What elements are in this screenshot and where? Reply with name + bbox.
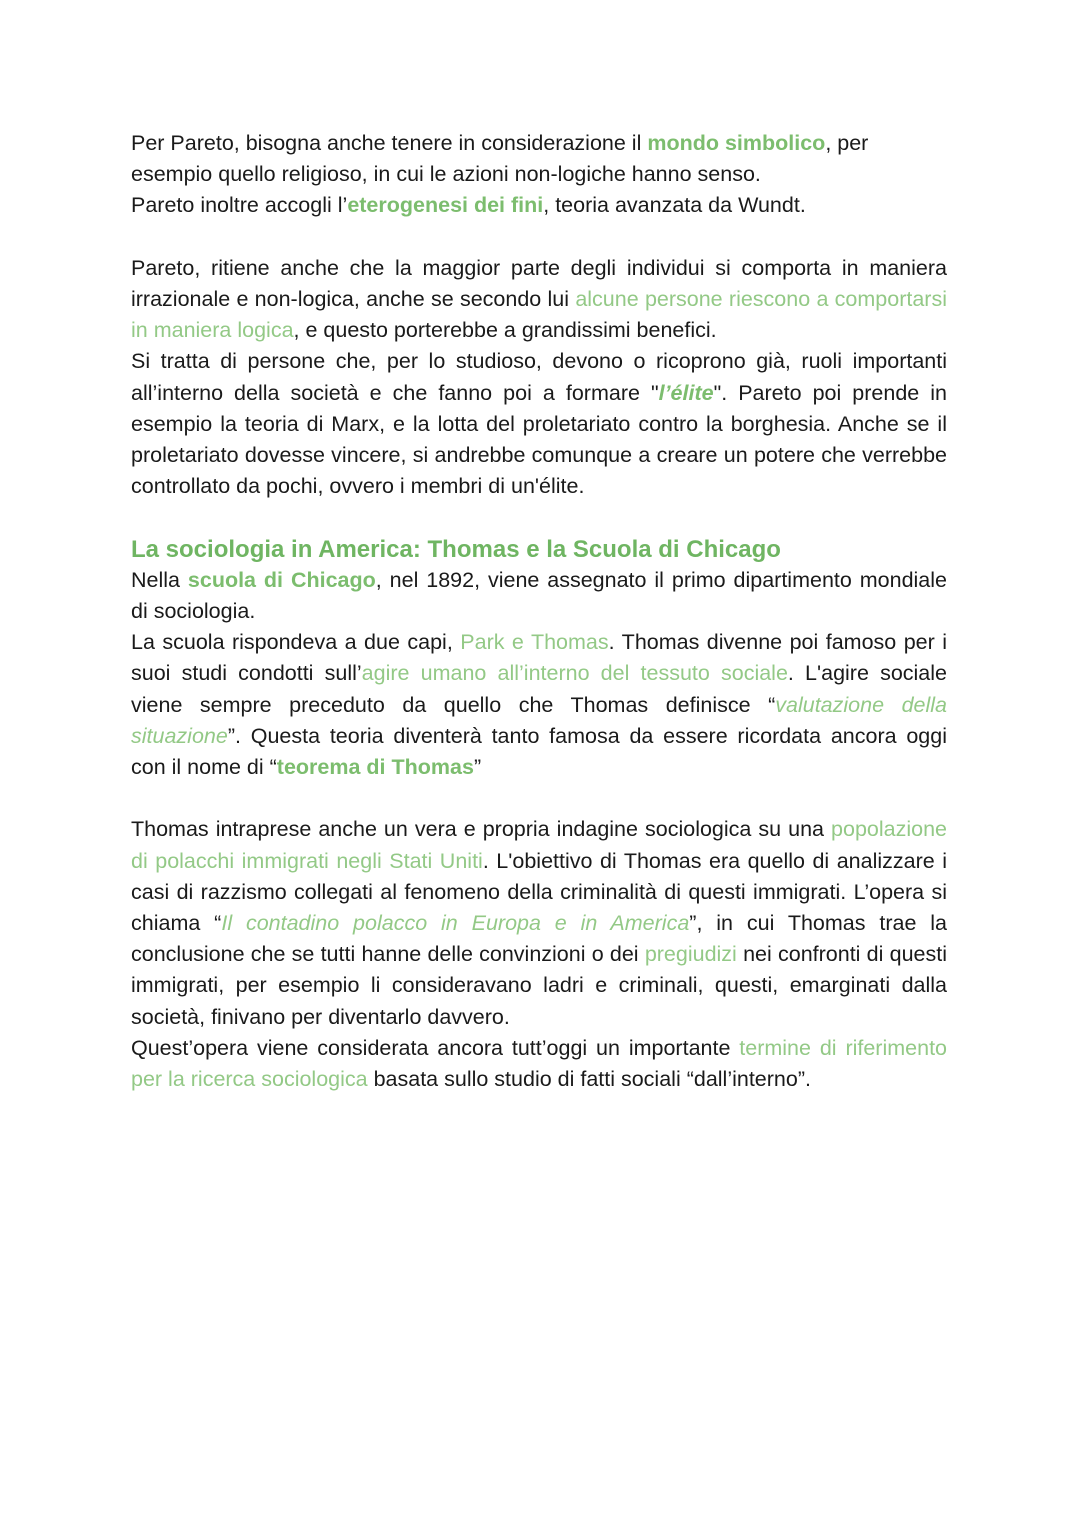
text: Pareto, ritiene anche che la maggior parte degli individui si comporta in maniera irrazionale e non-logica, anche se secondo lui <box>131 255 947 311</box>
paragraph-polish-immigrants <box>131 814 947 1032</box>
text: Thomas intraprese anche un vera e propria indagine sociologica su una <box>131 817 832 842</box>
text: Pareto inoltre accogli l’ <box>131 193 348 218</box>
highlight-elite: l’élite <box>658 380 714 405</box>
highlight-termine-di-riferimento: termine di riferimento per la ricerca sociologica <box>131 1035 947 1092</box>
highlight-opera-title: Il contadino polacco in Europa e in America <box>221 911 690 936</box>
highlight-eterogenesi-dei-fini: eterogenesi dei fini <box>347 193 544 218</box>
text: ”, in cui Thomas trae la conclusione che se tutti hanne delle convinzioni o dei <box>131 911 947 967</box>
text: . L'agire sociale viene sempre preceduto da quello che Thomas definisce “ <box>131 661 947 717</box>
highlight-scuola-di-chicago: scuola di Chicago <box>187 567 376 592</box>
text: . Thomas divenne poi famoso per i suoi studi condotti sull’ <box>131 630 948 686</box>
paragraph-chicago-school <box>131 565 947 627</box>
text: ". Pareto poi prende in esempio la teoria di Marx, e la lotta del proletariato contro la borghesia. Anche se il proletariato dovesse vincere, si andrebbe comunque a creare un potere che verrebbe controllato da pochi, ovvero i membri di un'élite. <box>131 380 947 499</box>
paragraph-research-reference <box>131 1033 947 1095</box>
spacer <box>131 783 947 814</box>
paragraph-park-thomas <box>131 627 947 783</box>
highlight-logical-people: alcune persone riescono a comportarsi in maniera logica <box>131 287 947 343</box>
document-page <box>131 128 947 1095</box>
text: nei confronti di questi immigrati, per esempio li consideravano ladri e criminali, questi, emarginati dalla società, finivano per diventarlo davvero. <box>131 942 947 1029</box>
paragraph-irrational-behaviour <box>131 253 947 347</box>
text: Nella <box>131 567 188 592</box>
highlight-agire-umano: agire umano all’interno del tessuto sociale <box>361 661 788 686</box>
text: . L'obiettivo di Thomas era quello di analizzare i casi di razzismo collegati al fenomeno della criminalità di questi immigrati. L’opera si chiama “ <box>131 848 947 936</box>
section-heading: La sociologia in America: Thomas e la Scuola di Chicago <box>131 535 781 563</box>
text: Per Pareto, bisogna anche tenere in considerazione il <box>131 131 648 155</box>
text: ” <box>473 755 482 780</box>
text: ”. Questa teoria diventerà tanto famosa da essere ricordata ancora oggi con il nome di “ <box>131 723 947 780</box>
text: Si tratta di persone che, per lo studioso, devono o ricoprono già, ruoli importanti all’interno della società e che fanno poi a formare " <box>131 349 947 405</box>
text: Quest’opera viene considerata ancora tutt’oggi un importante <box>131 1035 740 1060</box>
text: La scuola rispondeva a due capi, <box>131 630 461 655</box>
highlight-park-e-thomas: Park e Thomas <box>460 630 609 655</box>
text: , per esempio quello religioso, in cui le azioni non-logiche hanno senso. <box>131 131 869 187</box>
text: basata sullo studio di fatti sociali “dall’interno”. <box>367 1067 811 1092</box>
highlight-valutazione-situazione: valutazione della situazione <box>131 692 947 748</box>
highlight-teorema-di-thomas: teorema di Thomas <box>276 755 474 780</box>
text: , teoria avanzata da Wundt. <box>543 193 806 218</box>
spacer <box>131 502 947 533</box>
highlight-pregiudizi: pregiudizi <box>644 942 737 967</box>
highlight-mondo-simbolico: mondo simbolico <box>647 131 826 155</box>
text: , nel 1892, viene assegnato il primo dipartimento mondiale di sociologia. <box>131 567 947 624</box>
paragraph-elite <box>131 346 947 502</box>
paragraph-symbolic-world <box>131 128 947 222</box>
highlight-polish-population: popolazione di polacchi immigrati negli Stati Uniti <box>131 817 947 873</box>
spacer <box>131 222 947 253</box>
text: , e questo porterebbe a grandissimi benefici. <box>293 318 717 343</box>
